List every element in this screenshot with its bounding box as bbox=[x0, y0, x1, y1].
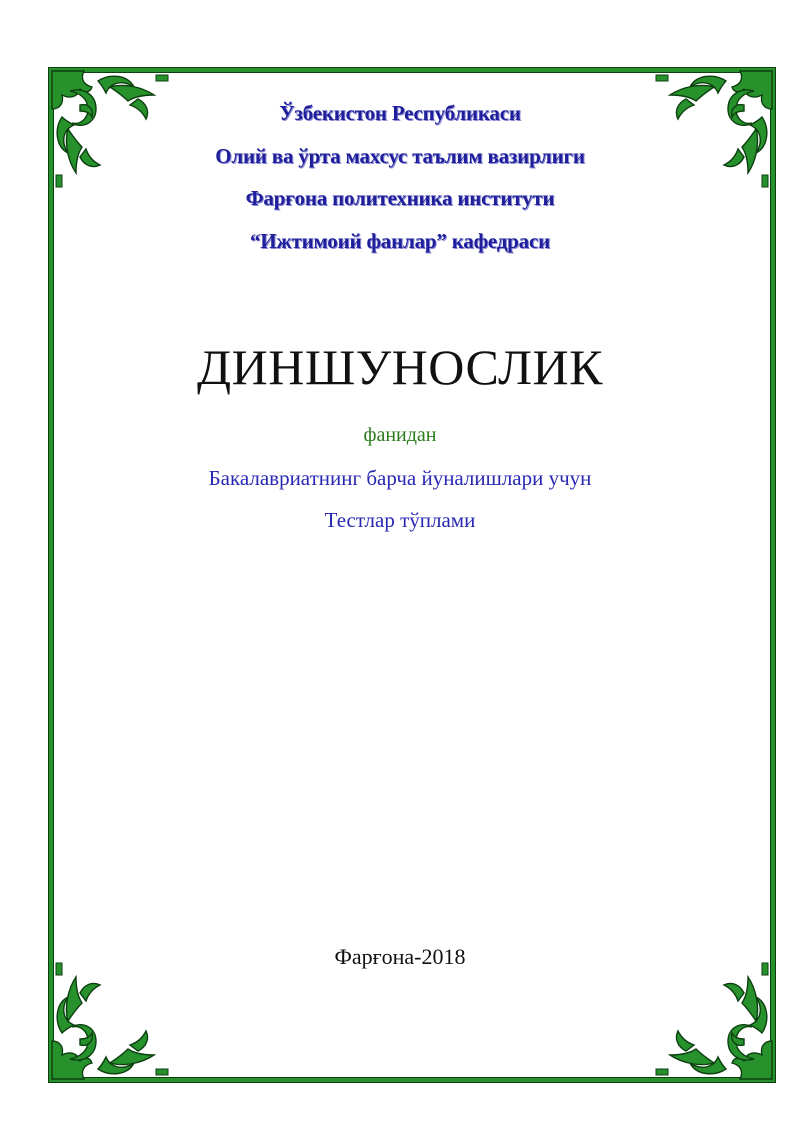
corner-ornament-icon bbox=[50, 961, 170, 1081]
header-institute: Фарғона политехника институти bbox=[245, 186, 555, 210]
header-ministry: Олий ва ўрта махсус таълим вазирлиги bbox=[215, 144, 585, 168]
document-kind: Тестлар тўплами bbox=[324, 508, 476, 532]
subject-suffix: фанидан bbox=[363, 424, 437, 446]
header-republic: Ўзбекистон Республикаси bbox=[279, 101, 521, 125]
audience-line: Бакалавриатнинг барча йуналишлари учун bbox=[208, 466, 592, 490]
page-title: ДИНШУНОСЛИК bbox=[197, 339, 603, 395]
page-border-inner-line bbox=[53, 72, 771, 1078]
place-and-year: Фарғона-2018 bbox=[334, 944, 466, 969]
corner-ornament-icon bbox=[654, 69, 774, 189]
corner-ornament-icon bbox=[50, 69, 170, 189]
header-department: “Ижтимоий фанлар” кафедраси bbox=[250, 229, 550, 253]
page-border-frame bbox=[48, 67, 776, 1083]
corner-ornament-icon bbox=[654, 961, 774, 1081]
